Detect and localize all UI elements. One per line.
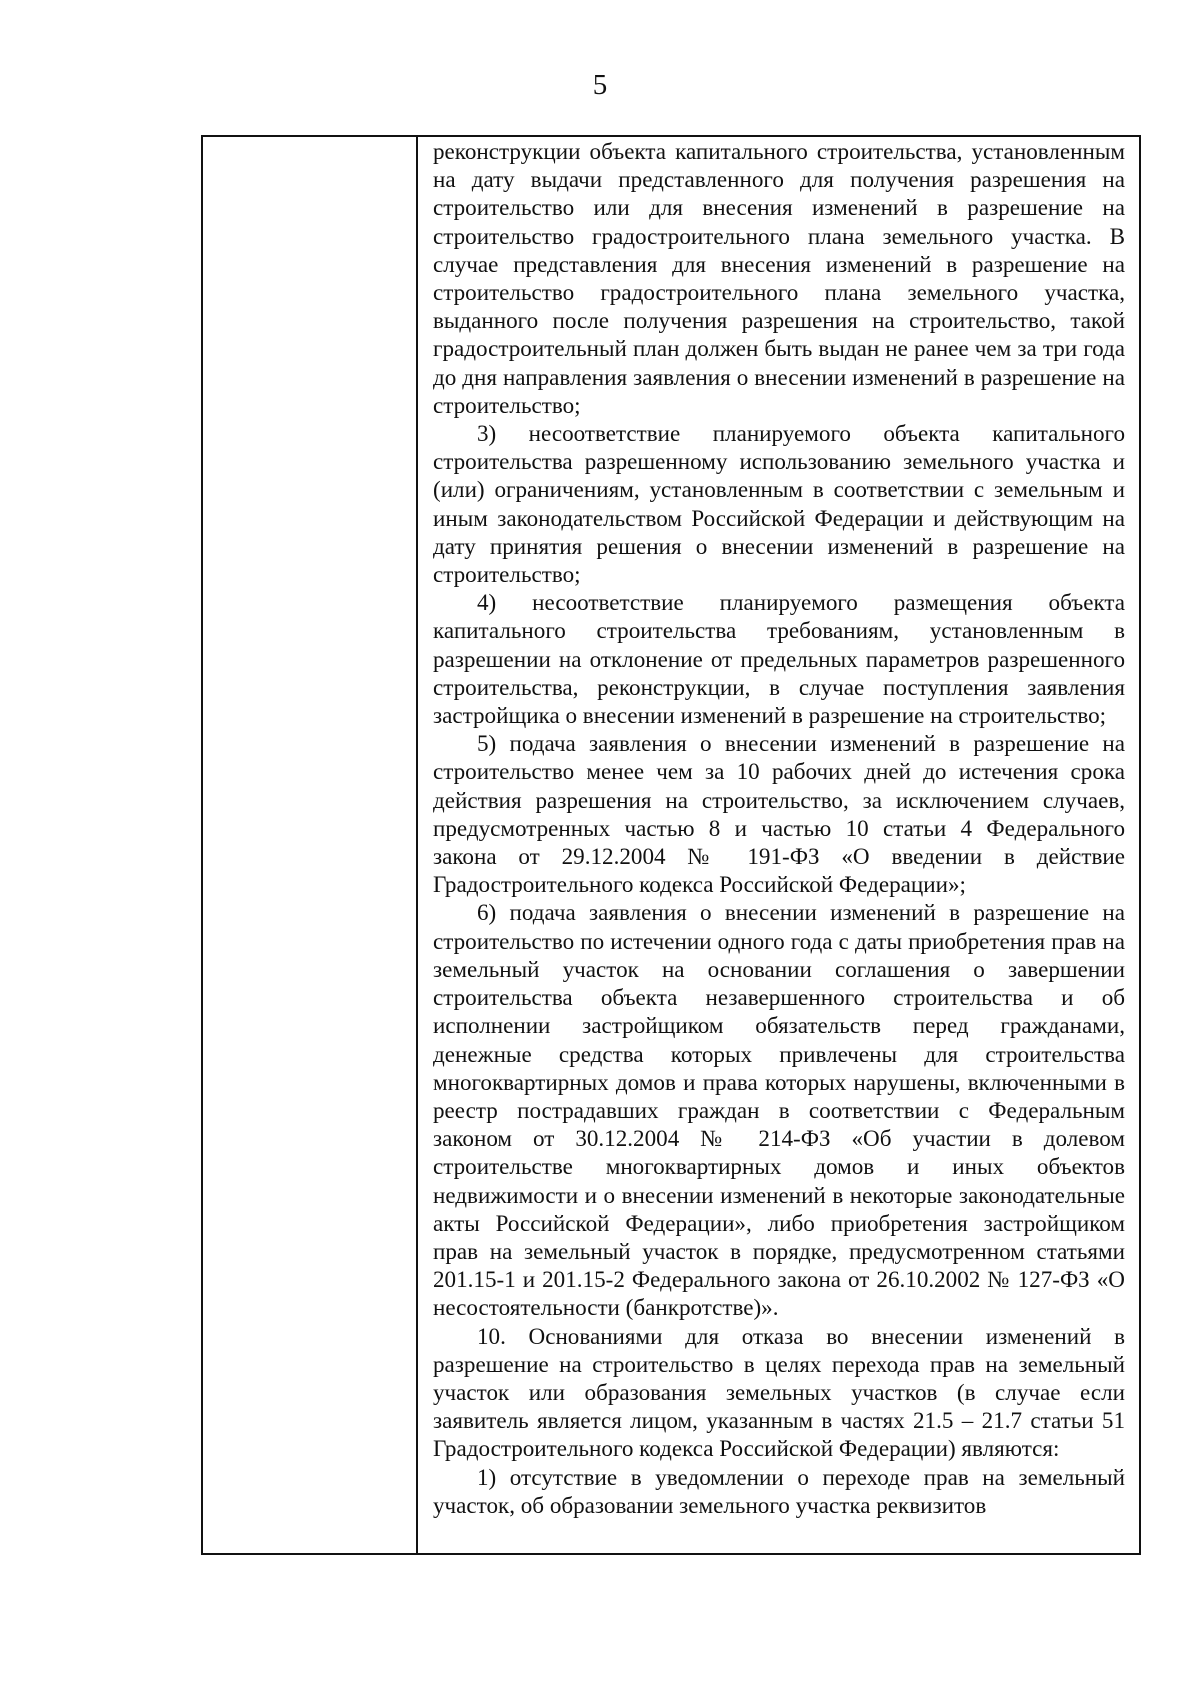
- page-number: 5: [592, 69, 608, 101]
- paragraph-item-3: 3) несоответствие планируемого объекта капитального строительства разрешенному использованию земельного участка и (или) ограничениям, установленным в соответствии с земельным и иным законодательством Российской Федерации и действующим на дату принятия решения о внесении изменений в разрешение на строительство;: [433, 420, 1125, 588]
- table-right-cell: [418, 137, 1139, 1553]
- paragraph-item-4: 4) несоответствие планируемого размещения объекта капитального строительства требованиям, установленным в разрешении на отклонение от предельных параметров разрешенного строительства, реконструкции, в случае поступления заявления застройщика о внесении изменений в разрешение на строительство;: [433, 589, 1125, 729]
- table-left-cell: [203, 137, 418, 1553]
- paragraph-section-10: 10. Основаниями для отказа во внесении изменений в разрешение на строительство в целях перехода прав на земельный участок или образования земельных участков (в случае если заявитель является лицом, указанным в частях 21.5 – 21.7 статьи 51 Градостроительного кодекса Российской Федерации) являются:: [433, 1322, 1125, 1462]
- paragraph-item-6: 6) подача заявления о внесении изменений в разрешение на строительство по истечении одного года с даты приобретения прав на земельный участок на основании соглашения о завершении строительства объекта незавершенного строительства и об исполнении застройщиком обязательств перед гражданами, денежные средства которых привлечены для строительства многоквартирных домов и права которых нарушены, включенными в реестр пострадавших граждан в соответствии с Федеральным законом от 30.12.2004 № 214-ФЗ «Об участии в долевом строительстве многоквартирных домов и иных объектов недвижимости и о внесении изменений в некоторые законодательные акты Российской Федерации», либо приобретения застройщиком прав на земельный участок в порядке, предусмотренном статьями 201.15-1 и 201.15-2 Федерального закона от 26.10.2002 № 127-ФЗ «О несостоятельности (банкротстве)».: [433, 899, 1125, 1321]
- document-table: [201, 135, 1141, 1555]
- paragraph-section-10-item-1: 1) отсутствие в уведомлении о переходе прав на земельный участок, об образовании земельного участка реквизитов: [433, 1463, 1125, 1518]
- paragraph-item-5: 5) подача заявления о внесении изменений в разрешение на строительство менее чем за 10 рабочих дней до истечения срока действия разрешения на строительство, за исключением случаев, предусмотренных частью 8 и частью 10 статьи 4 Федерального закона от 29.12.2004 № 191-ФЗ «О введении в действие Градостроительного кодекса Российской Федерации»;: [433, 730, 1125, 898]
- paragraph-continuation: реконструкции объекта капитального строительства, установленным на дату выдачи представленного для получения разрешения на строительство или для внесения изменений в разрешение на строительство градостроительного плана земельного участка. В случае представления для внесения изменений в разрешение на строительство градостроительного плана земельного участка, выданного после получения разрешения на строительство, такой градостроительный план должен быть выдан не ранее чем за три года до дня направления заявления о внесении изменений в разрешение на строительство;: [433, 138, 1125, 418]
